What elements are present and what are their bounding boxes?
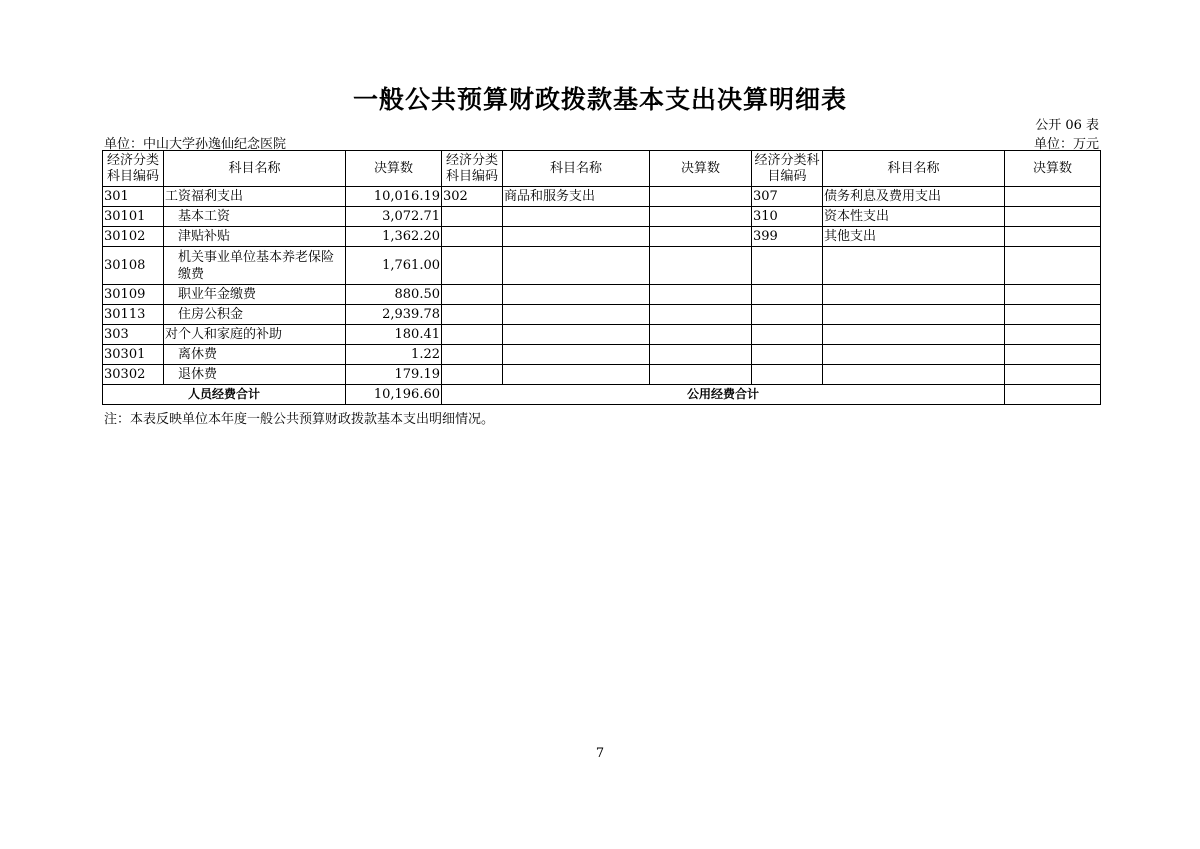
table-row [103,207,1101,227]
public-a-name-cell [503,285,650,305]
table-row [103,285,1101,305]
personnel-amount-cell: 179.19 [346,365,442,385]
personnel-amount-cell: 2,939.78 [346,305,442,325]
personnel-code-cell: 30102 [103,227,164,247]
public-b-name-cell [823,305,1005,325]
public-b-name-cell [823,345,1005,365]
public-b-name-cell: 债务利息及费用支出 [823,187,1005,207]
personnel-code-cell: 30302 [103,365,164,385]
public-a-name-cell: 商品和服务支出 [503,187,650,207]
expenditure-table [102,150,1101,405]
personnel-name-cell: 离休费 [164,345,346,365]
public-a-code-cell: 302 [442,187,503,207]
public-b-name-cell [823,325,1005,345]
public-b-code-cell [752,305,823,325]
header-name-2: 科目名称 [503,151,650,187]
public-a-name-cell [503,305,650,325]
header-code-1: 经济分类科目编码 [103,151,164,187]
personnel-name-cell: 津贴补贴 [164,227,346,247]
table-row [103,345,1101,365]
public-b-code-cell [752,247,823,285]
table-row [103,365,1101,385]
header-row [103,151,1101,187]
public-a-name-cell [503,345,650,365]
public-a-code-cell [442,285,503,305]
personnel-name-cell: 住房公积金 [164,305,346,325]
personnel-amount-cell: 3,072.71 [346,207,442,227]
public-b-amount-cell [1005,247,1101,285]
personnel-amount-cell: 1,761.00 [346,247,442,285]
personnel-name-cell: 对个人和家庭的补助 [164,325,346,345]
public-a-amount-cell [650,227,752,247]
header-code-2: 经济分类科目编码 [442,151,503,187]
public-b-amount-cell [1005,325,1101,345]
public-b-code-cell: 399 [752,227,823,247]
public-a-amount-cell [650,345,752,365]
public-total-label: 公用经费合计 [442,385,1005,405]
table-row [103,247,1101,285]
public-a-amount-cell [650,207,752,227]
public-b-name-cell: 资本性支出 [823,207,1005,227]
public-b-name-cell: 其他支出 [823,227,1005,247]
public-a-name-cell [503,247,650,285]
page-number: 7 [595,746,605,761]
public-a-amount-cell [650,365,752,385]
public-a-code-cell [442,247,503,285]
public-a-code-cell [442,365,503,385]
personnel-amount-cell: 10,016.19 [346,187,442,207]
public-a-code-cell [442,325,503,345]
form-number: 公开 06 表 [1035,118,1099,133]
personnel-name-cell: 基本工资 [164,207,346,227]
public-b-code-cell [752,285,823,305]
public-b-code-cell [752,365,823,385]
public-a-name-cell [503,365,650,385]
public-b-amount-cell [1005,227,1101,247]
header-name-1: 科目名称 [164,151,346,187]
personnel-code-cell: 301 [103,187,164,207]
personnel-amount-cell: 180.41 [346,325,442,345]
page-title: 一般公共预算财政拨款基本支出决算明细表 [352,85,847,114]
personnel-total-label: 人员经费合计 [103,385,346,405]
public-a-name-cell [503,227,650,247]
personnel-amount-cell: 1.22 [346,345,442,365]
personnel-code-cell: 30109 [103,285,164,305]
personnel-code-cell: 30113 [103,305,164,325]
totals-row [103,385,1101,405]
personnel-name-cell: 工资福利支出 [164,187,346,207]
personnel-name-cell: 职业年金缴费 [164,285,346,305]
personnel-code-cell: 30108 [103,247,164,285]
personnel-code-cell: 30301 [103,345,164,365]
personnel-name-cell: 退休费 [164,365,346,385]
public-a-amount-cell [650,325,752,345]
public-a-name-cell [503,325,650,345]
table-row [103,227,1101,247]
header-amount-1: 决算数 [346,151,442,187]
table-row [103,325,1101,345]
personnel-code-cell: 30101 [103,207,164,227]
public-b-name-cell [823,247,1005,285]
public-b-amount-cell [1005,365,1101,385]
public-b-code-cell: 310 [752,207,823,227]
header-code-3: 经济分类科目编码 [752,151,823,187]
public-b-code-cell [752,325,823,345]
table-body [103,187,1101,385]
public-b-code-cell [752,345,823,365]
public-b-amount-cell [1005,285,1101,305]
currency-unit: 单位：万元 [1033,137,1099,152]
personnel-amount-cell: 880.50 [346,285,442,305]
personnel-name-cell: 机关事业单位基本养老保险缴费 [164,247,346,285]
public-a-code-cell [442,305,503,325]
header-amount-3: 决算数 [1005,151,1101,187]
public-a-amount-cell [650,305,752,325]
public-b-amount-cell [1005,207,1101,227]
header-amount-2: 决算数 [650,151,752,187]
table-row [103,187,1101,207]
public-b-name-cell [823,285,1005,305]
public-total-value [1005,385,1101,405]
personnel-total-value: 10,196.60 [346,385,442,405]
public-a-code-cell [442,207,503,227]
personnel-amount-cell: 1,362.20 [346,227,442,247]
personnel-code-cell: 303 [103,325,164,345]
public-b-amount-cell [1005,305,1101,325]
table-row [103,305,1101,325]
public-a-amount-cell [650,247,752,285]
public-a-amount-cell [650,285,752,305]
public-b-code-cell: 307 [752,187,823,207]
public-a-amount-cell [650,187,752,207]
public-a-name-cell [503,207,650,227]
public-b-amount-cell [1005,187,1101,207]
public-b-name-cell [823,365,1005,385]
table-note: 注：本表反映单位本年度一般公共预算财政拨款基本支出明细情况。 [104,412,495,427]
header-name-3: 科目名称 [823,151,1005,187]
public-a-code-cell [442,345,503,365]
reporting-unit: 单位：中山大学孙逸仙纪念医院 [104,137,287,152]
public-b-amount-cell [1005,345,1101,365]
public-a-code-cell [442,227,503,247]
